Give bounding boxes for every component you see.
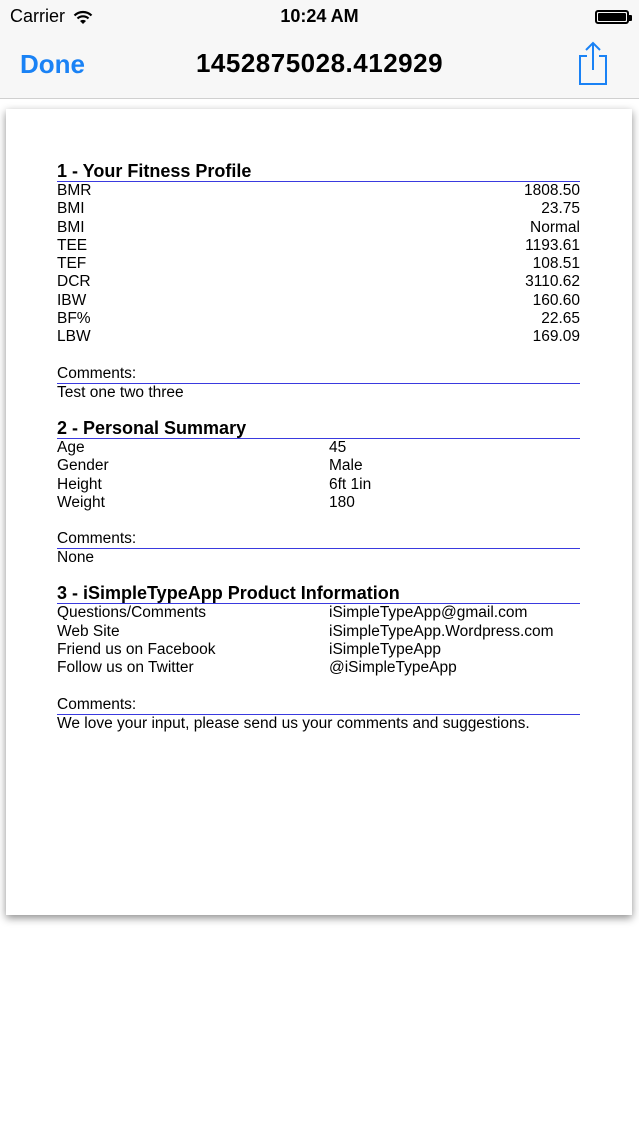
row-value: 22.65 bbox=[541, 310, 580, 328]
section-title: 2 - Personal Summary bbox=[57, 418, 580, 439]
section-title: 3 - iSimpleTypeApp Product Information bbox=[57, 583, 580, 604]
table-row bbox=[57, 310, 580, 328]
row-value: 3110.62 bbox=[525, 273, 580, 291]
table-row bbox=[57, 457, 580, 475]
row-value: Normal bbox=[530, 218, 580, 236]
row-value: iSimpleTypeApp bbox=[329, 641, 442, 659]
row-value: 169.09 bbox=[532, 328, 580, 346]
table-row bbox=[57, 200, 580, 218]
row-label: DCR bbox=[57, 273, 91, 291]
personal-summary-rows bbox=[57, 439, 580, 512]
table-row bbox=[57, 604, 580, 622]
row-label: Web Site bbox=[57, 622, 120, 640]
row-label: Friend us on Facebook bbox=[57, 641, 216, 659]
table-row bbox=[57, 328, 580, 346]
row-label: TEF bbox=[57, 255, 87, 273]
carrier-label: Carrier bbox=[10, 6, 66, 26]
row-value: 1808.50 bbox=[523, 182, 580, 199]
row-value: 180 bbox=[329, 493, 355, 511]
row-value: 23.75 bbox=[541, 200, 580, 218]
table-row bbox=[57, 659, 580, 677]
status-time: 10:24 AM bbox=[280, 6, 359, 26]
comments-text: Test one two three bbox=[57, 383, 184, 401]
table-row bbox=[57, 273, 580, 291]
table-row bbox=[57, 476, 580, 494]
row-label: BF% bbox=[57, 310, 91, 328]
done-button[interactable]: Done bbox=[20, 49, 85, 79]
row-label: BMI bbox=[57, 218, 85, 236]
row-label: BMR bbox=[57, 182, 92, 199]
table-row bbox=[57, 292, 580, 310]
product-information-rows bbox=[57, 604, 580, 677]
table-row bbox=[57, 255, 580, 273]
row-value: 108.51 bbox=[532, 255, 580, 273]
table-row bbox=[57, 494, 580, 512]
row-value: 160.60 bbox=[532, 291, 580, 309]
row-value: 1193.61 bbox=[525, 236, 580, 254]
comments-text: We love your input, please send us your comments and suggestions. bbox=[57, 714, 530, 732]
table-row bbox=[57, 623, 580, 641]
document-viewer[interactable] bbox=[0, 99, 639, 1136]
row-value: Male bbox=[329, 457, 363, 475]
section-title: 1 - Your Fitness Profile bbox=[57, 161, 580, 182]
row-value: 45 bbox=[329, 438, 347, 456]
document-page bbox=[6, 109, 632, 915]
comments-label: Comments: bbox=[57, 365, 580, 384]
page-title: 1452875028.412929 bbox=[195, 48, 444, 78]
table-row bbox=[57, 182, 580, 200]
comments-text: None bbox=[57, 549, 95, 567]
row-value: iSimpleTypeApp@gmail.com bbox=[329, 604, 528, 622]
row-label: Weight bbox=[57, 493, 105, 511]
row-label: Gender bbox=[57, 457, 109, 475]
table-row bbox=[57, 641, 580, 659]
table-row bbox=[57, 237, 580, 255]
status-bar bbox=[0, 0, 639, 34]
row-value: iSimpleTypeApp.Wordpress.com bbox=[329, 622, 554, 640]
table-row bbox=[57, 439, 580, 457]
row-label: Age bbox=[57, 438, 85, 456]
row-label: TEE bbox=[57, 236, 88, 254]
row-label: Follow us on Twitter bbox=[57, 659, 194, 677]
personal-summary-section bbox=[57, 418, 580, 567]
fitness-profile-rows bbox=[57, 182, 580, 347]
row-label: Height bbox=[57, 475, 102, 493]
row-label: IBW bbox=[57, 291, 87, 309]
fitness-profile-section bbox=[57, 161, 580, 402]
row-label: Questions/Comments bbox=[57, 604, 207, 622]
battery-icon bbox=[595, 10, 629, 24]
row-label: LBW bbox=[57, 328, 91, 346]
row-value: 6ft 1in bbox=[329, 475, 372, 493]
document-content bbox=[57, 161, 580, 749]
table-row bbox=[57, 219, 580, 237]
product-information-section bbox=[57, 583, 580, 732]
share-icon[interactable] bbox=[575, 40, 611, 86]
row-label: BMI bbox=[57, 200, 85, 218]
comments-label: Comments: bbox=[57, 696, 580, 715]
row-value: @iSimpleTypeApp bbox=[329, 659, 457, 677]
navigation-bar bbox=[0, 34, 639, 99]
comments-label: Comments: bbox=[57, 530, 580, 549]
